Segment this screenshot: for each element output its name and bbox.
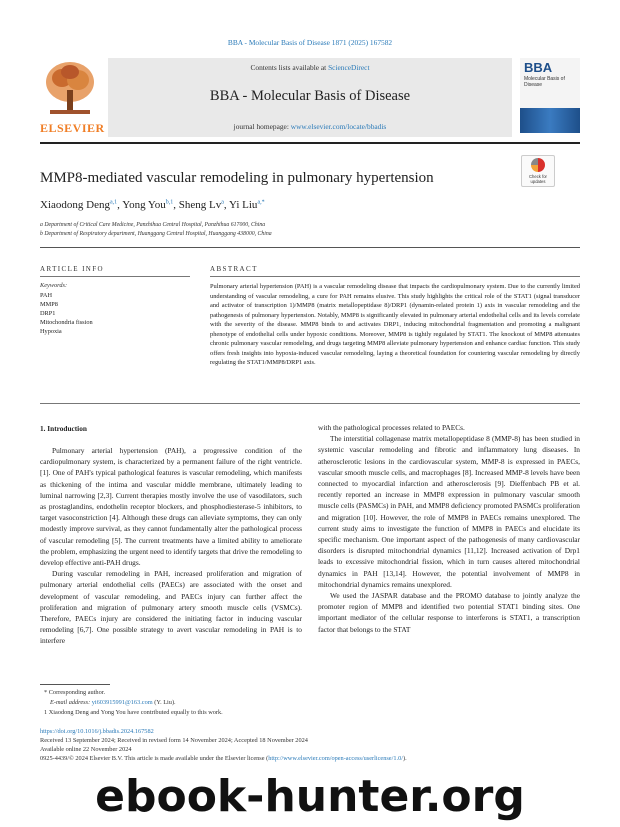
keyword: DRP1: [40, 310, 56, 317]
paragraph: Pulmonary arterial hypertension (PAH), a progressive condition of the cardiopulmonary system, is characterized by a permanent failure of the right ventricle. [1]. One of PAH's typical pathological features is vascular remodeling, which manifests as thickening of the intima and vascular middle membrane, ultimately leading to luminal narrowing [2,3]. Current therapies mostly involve the use of vasodilators, such as prostaglandins, endothelin receptor blockers, and phosphodiesterase-5 inhibitors, to target vasoconstriction [4]. Although these drugs can alleviate symptoms, they can only modestly improve survival, as they cannot fundamentally alter the pathological process of vascular remodeling [5]. The current treatments have a limited ability to ameliorate the problem, emphasizing the urgent need to identify targets that drive the remodeling to develop effective anti-PAH drugs.: [40, 446, 302, 568]
keyword: MMP8: [40, 301, 58, 308]
author-name[interactable]: Xiaodong Deng: [40, 199, 110, 211]
elsevier-tree-icon: [40, 58, 100, 118]
doi-link[interactable]: https://doi.org/10.1016/j.bbadis.2024.167582: [40, 728, 154, 735]
elsevier-logo: [40, 58, 105, 135]
check-for-updates-badge[interactable]: [521, 155, 555, 187]
body-column-left: [40, 445, 302, 647]
paragraph: During vascular remodeling in PAH, increased proliferation and migration of pulmonary arterial endothelial cells (PAECs) are associated with the onset and development of vascular remodeling, and PAECs injury can further affect the proliferation and migration of pulmonary artery smooth muscle cells (VSMCs). Therefore, PAECs injury are considered the initiating factor in inducing vascular remodeling [6,7]. One possible strategy to avert vascular remodeling in PAH is to interfere: [40, 569, 302, 646]
paragraph: We used the JASPAR database and the PROMO database to jointly analyze the promoter region of MMP8 and identified two potential STAT1 binding sites. One important mediator of the cellular response to interferons is STAT1, a transcription factor that belongs to the STAT: [318, 591, 580, 634]
sciencedirect-link[interactable]: ScienceDirect: [328, 63, 370, 72]
article-info-heading: ARTICLE INFO: [40, 265, 105, 273]
body-column-right: [318, 422, 580, 635]
journal-title: BBA - Molecular Basis of Disease: [209, 88, 411, 104]
email-note: E-mail address: yi603915991@163.com (Y. Liu).: [50, 699, 176, 706]
journal-header-box: [108, 58, 512, 137]
online-date: Available online 22 November 2024: [40, 746, 132, 753]
watermark-banner: [0, 771, 620, 827]
keyword: Hypoxia: [40, 328, 62, 335]
journal-homepage-link[interactable]: www.elsevier.com/locate/bbadis: [290, 122, 387, 131]
abstract-divider: [40, 403, 580, 404]
header-divider: [40, 142, 580, 144]
journal-homepage-line: journal homepage: www.elsevier.com/locate/bbadis: [233, 122, 387, 131]
author-list: Xiaodong Deng$^{a,1}$, Yong You$^{b,1}$, Sheng Lv$^a$, Yi Liu$^{a,*}$: [40, 199, 265, 211]
cover-title: BBA: [524, 60, 553, 75]
license-link[interactable]: http://www.elsevier.com/open-access/userlicense/1.0/: [268, 755, 403, 762]
affiliation-divider: [40, 247, 580, 248]
received-dates: Received 13 September 2024; Received in revised form 14 November 2024; Accepted 18 November 2024: [40, 737, 308, 744]
footnote-divider: [40, 684, 110, 685]
author-name[interactable]: Yi Liu: [229, 199, 258, 211]
paragraph: The interstitial collagenase matrix metallopeptidase 8 (MMP-8) has been studied in systemic vascular remodeling and fibrotic and inflammatory lung diseases. In atherosclerotic lesions in the cardiovascular system, MMP-8 is expressed in PAECs, vascular smooth muscle cells, and macrophages [8]. Increased MMP-8 levels have been connected to myocardial infarction and atherosclerosis [9]. Dieffenbach PB et al. recently reported an increase in MMP8 expression in pulmonary vascular smooth muscle cells (PASMCs) in PAH, and MMP8 deficiency promoted PASMCs proliferation and migration [10]. However, the role of MMP8 in PAECs remains unexplored. The current study aims to investigate the function of MMP8 in PAECs and elucidate its specific mechanism. One important aspect of the pathogenesis of many cardiovascular disorders is disrupted mitochondrial dynamics [11,12]. Increased activation of Drp1 leads to excessive mitochondrial fission, which in turn causes altered mitochondrial dynamics in PAH [13,14]. However, the potential involvement of MMP8 in mitochondrial dynamics remains unexplored.: [318, 434, 580, 589]
introduction-heading: 1. Introduction: [40, 424, 87, 433]
check-updates-label: Check for updates: [529, 174, 547, 184]
corresponding-author-note: * Corresponding author.: [44, 689, 106, 696]
watermark-text: ebook-hunter.org: [95, 771, 525, 822]
abstract-heading: ABSTRACT: [210, 265, 258, 273]
keywords-label: Keywords:: [40, 282, 68, 289]
email-link[interactable]: yi603915991@163.com: [91, 699, 153, 706]
affiliation-a: a Department of Critical Care Medicine, Panzhihua Central Hospital, Panzhihua 617000, China: [40, 222, 266, 228]
journal-cover-thumbnail[interactable]: [520, 58, 580, 133]
journal-citation-header[interactable]: BBA - Molecular Basis of Disease 1871 (2025) 167582: [227, 38, 393, 47]
license-line: 0925-4439/© 2024 Elsevier B.V. This article is made available under the Elsevier license (http://www.elsevier.com/open-access/userlicense/1.0/).: [40, 755, 407, 762]
article-title: MMP8-mediated vascular remodeling in pulmonary hypertension: [40, 170, 434, 186]
abstract-text: Pulmonary arterial hypertension (PAH) is a vascular remodeling disease that impacts the cardiopulmonary system. Due to the currently limited understanding of vascular remodeling, a cure for PAH remains elusive. This study highlights the critical role of the STAT1 (signal transducer and activator of transcription 1)/MMP8 (matrix metallopeptidase 8)/DRP1 (dynamin-related protein 1) axis in vascular remodeling and the pathogenesis of pulmonary hypertension. Notably, MMP8 is significantly elevated in pulmonary arterial endothelial cells and its levels correlate with the severity of the disease. MMP8 binds to and activates DRP1, inducing mitochondrial fragmentation and promoting a malignant phenotype of endothelial cells under hypoxic conditions. Moreover, MMP8 is tightly regulated by STAT1. The knockout of MMP8 attenuates chronic pulmonary vascular remodeling, and drugs targeting MMP8 alleviate pulmonary hypertension and enhance cardiac function. This study offers fresh insights into hypoxia-induced vascular remodeling, laying a theoretical foundation for countering vascular remodeling by directly regulating the STAT1/MMP8/DRP1 axis.: [210, 283, 580, 366]
check-updates-icon: [531, 158, 545, 172]
keyword: PAH: [40, 292, 53, 299]
paragraph: with the pathological processes related to PAECs.: [318, 423, 465, 432]
equal-contribution-note: 1 Xiaodong Deng and Yong You have contributed equally to this work.: [44, 709, 223, 716]
affiliation-b: b Department of Respiratory department, Huanggang Central Hospital, Huanggang 438000, China: [40, 231, 272, 237]
keyword: Mitochondria fission: [40, 319, 93, 326]
author-name[interactable]: Yong You: [122, 199, 166, 211]
cover-subtitle: Molecular Basis of Disease: [524, 76, 565, 88]
author-name[interactable]: Sheng Lv: [178, 199, 222, 211]
elsevier-wordmark: ELSEVIER: [40, 121, 105, 135]
contents-line: Contents lists available at ScienceDirect: [250, 63, 370, 72]
